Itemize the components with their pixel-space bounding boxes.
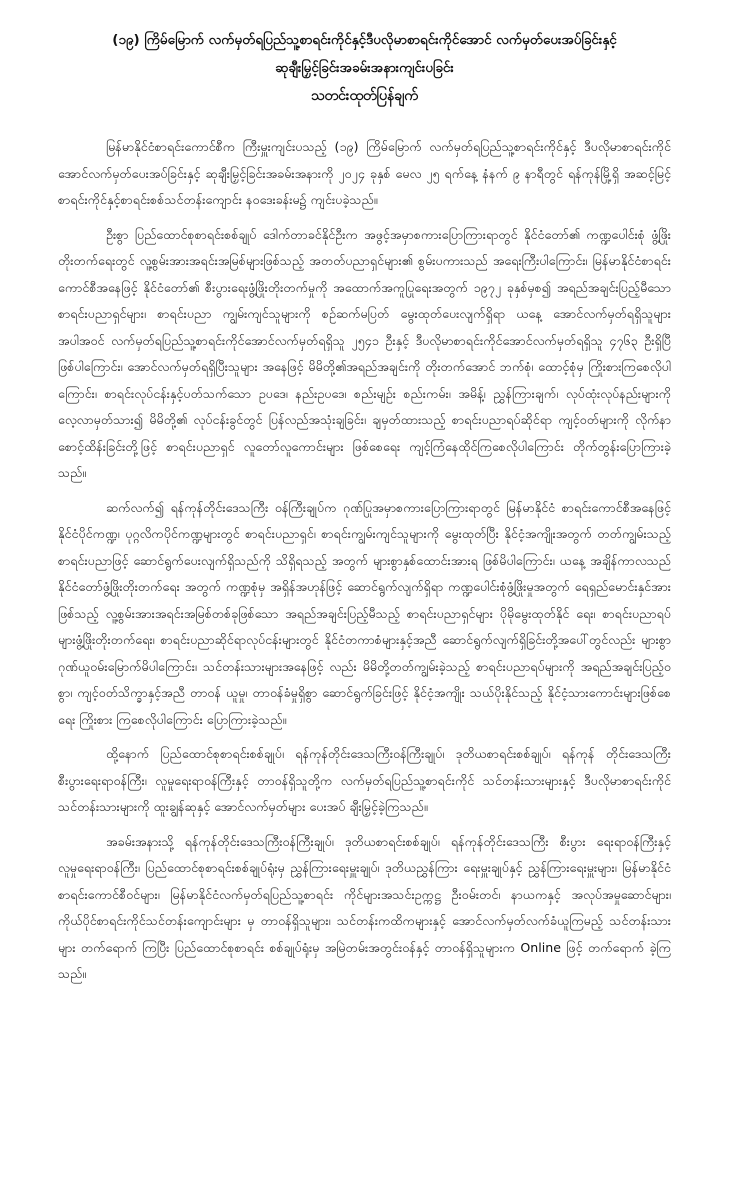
document-subtitle: ဆုချီးမြှင့်ခြင်းအခမ်းအနားကျင်းပခြင်း: [275, 60, 454, 76]
press-release-page: [58, 26, 671, 988]
paragraph-2: ဦးစွာ ပြည်ထောင်စုစာရင်းစစ်ချုပ် ဒေါက်တာခင်နိုင်ဦးက အဖွင့်အမှာစကားပြောကြားရာတွင် နိုင်ငံတော်၏ ကဏ္ဍပေါင်းစုံ ဖွံ့ဖြိုးတိုးတက်ရေးတွင် လူ့စွမ်းအားအရင်းအမြစ်များဖြစ်သည့် အတတ်ပညာရှင်များ၏ စွမ်းပကားသည် အရေးကြီးပါကြောင်း၊ မြန်မာနိုင်ငံစာရင်းကောင်စီအနေဖြင့် နိုင်ငံတော်၏ စီးပွားရေးဖွံ့ဖြိုးတိုးတက်မှုကို အထောက်အကူပြုရေးအတွက် ၁၉၇၂ ခုနှစ်မှစ၍ အရည်အချင်းပြည့်မီသော စာရင်းပညာရှင်များ၊ စာရင်းပညာ ကျွမ်းကျင်သူများကို စဉ်ဆက်မပြတ် မွေးထုတ်ပေးလျက်ရှိရာ ယနေ့ အောင်လက်မှတ်ရရှိသူများအပါအဝင် လက်မှတ်ရပြည်သူ့စာရင်းကိုင်အောင်လက်မှတ်ရရှိသူ ၂၅၄၁ ဦးနှင့် ဒီပလိုမာစာရင်းကိုင်အောင်လက်မှတ်ရရှိသူ ၄၇၆၃ ဦးရှိပြီ ဖြစ်ပါကြောင်း၊ အောင်လက်မှတ်ရရှိပြီးသူများ အနေဖြင့် မိမိတို့၏အရည်အချင်းကို တိုးတက်အောင် ဘက်စုံ၊ ထောင့်စုံမှ ကြိုးစားကြစေလိုပါကြောင်း၊ စာရင်းလုပ်ငန်းနှင့်ပတ်သက်သော ဥပဒေ၊ နည်းဥပဒေ၊ စည်းမျဉ်း စည်းကမ်း၊ အမိန့်၊ ညွှန်ကြားချက်၊ လုပ်ထုံးလုပ်နည်းများကို လေ့လာမှတ်သား၍ မိမိတို့၏ လုပ်ငန်းခွင်တွင် ပြန်လည်အသုံးချခြင်း၊ ချမှတ်ထားသည့် စာရင်းပညာရပ်ဆိုင်ရာ ကျင့်ဝတ်များကို လိုက်နာစောင့်ထိန်းခြင်းတို့ဖြင့် စာရင်းပညာရှင် လူတော်လူကောင်းများ ဖြစ်စေရေး ကျင့်ကြံနေထိုင်ကြစေလိုပါကြောင်း တိုက်တွန်းပြောကြားခဲ့သည်။: [58, 226, 671, 480]
paragraph-3: ဆက်လက်၍ ရန်ကုန်တိုင်းဒေသကြီး ဝန်ကြီးချုပ်က ဂုဏ်ပြုအမှာစကားပြောကြားရာတွင် မြန်မာနိုင်ငံ စာရင်းကောင်စီအနေဖြင့် နိုင်ငံပိုင်ကဏ္ဍ၊ ပုဂ္ဂလိကပိုင်ကဏ္ဍများတွင် စာရင်းပညာရှင်၊ စာရင်းကျွမ်းကျင်သူများကို မွေးထုတ်ပြီး နိုင်ငံ့အကျိုးအတွက် တတ်ကျွမ်းသည့် စာရင်းပညာဖြင့် ဆောင်ရွက်ပေးလျက်ရှိသည်ကို သိရှိရသည့် အတွက် များစွာနှစ်ထောင်းအားရ ဖြစ်မိပါကြောင်း၊ ယနေ့ အချိန်ကာလသည် နိုင်ငံတော်ဖွံ့ဖြိုးတိုးတက်ရေး အတွက် ကဏ္ဍစုံမှ အရှိန်အဟုန်ဖြင့် ဆောင်ရွက်လျက်ရှိရာ ကဏ္ဍပေါင်းစုံဖွံ့ဖြိုးမှုအတွက် ရေရှည်မောင်းနှင်အား ဖြစ်သည့် လူ့စွမ်းအားအရင်းအမြစ်တစ်ခုဖြစ်သော အရည်အချင်းပြည့်မီသည့် စာရင်းပညာရှင်များ ပိုမိုမွေးထုတ်နိုင် ရေး၊ စာရင်းပညာရပ်များဖွံ့ဖြိုးတိုးတက်ရေး၊ စာရင်းပညာဆိုင်ရာလုပ်ငန်းများတွင် နိုင်ငံတကာစံများနှင့်အညီ ဆောင်ရွက်လျက်ရှိခြင်းတို့အပေါ်တွင်လည်း များစွာ ဂုဏ်ယူဝမ်းမြောက်မိပါကြောင်း၊ သင်တန်းသားများအနေဖြင့် လည်း မိမိတို့တတ်ကျွမ်းခဲ့သည့် စာရင်းပညာရပ်များကို အရည်အချင်းပြည့်ဝစွာ၊ ကျင့်ဝတ်သိက္ခာနှင့်အညီ တာဝန် ယူမှု၊ တာဝန်ခံမှုရှိစွာ ဆောင်ရွက်ခြင်းဖြင့် နိုင်ငံ့အကျိုး သယ်ပိုးနိုင်သည့် နိုင်ငံ့သားကောင်းများဖြစ်စေရေး ကြိုးစား ကြစေလိုပါကြောင်း ပြောကြားခဲ့သည်။: [58, 499, 671, 727]
paragraph-1: မြန်မာနိုင်ငံစာရင်းကောင်စီက ကြီးမှူးကျင်းပသည့် (၁၉) ကြိမ်မြောက် လက်မှတ်ရပြည်သူ့စာရင်းကိုင်နှင့် ဒီပလိုမာစာရင်းကိုင် အောင်လက်မှတ်ပေးအပ်ခြင်းနှင့် ဆုချီးမြှင့်ခြင်းအခမ်းအနားကို ၂၀၂၄ ခုနှစ် မေလ ၂၅ ရက်နေ့ နံနက် ၉ နာရီတွင် ရန်ကုန်မြို့ရှိ အဆင့်မြင့်စာရင်းကိုင်နှင့်စာရင်းစစ်သင်တန်းကျောင်း နဝဒေးခန်းမ၌ ကျင်းပခဲ့သည်။: [58, 139, 671, 207]
paragraph-4: ထို့နောက် ပြည်ထောင်စုစာရင်းစစ်ချုပ်၊ ရန်ကုန်တိုင်းဒေသကြီးဝန်ကြီးချုပ်၊ ဒုတိယစာရင်းစစ်ချုပ်၊ ရန်ကုန် တိုင်းဒေသကြီး စီးပွားရေးရာဝန်ကြီး၊ လူမှုရေးရာဝန်ကြီးနှင့် တာဝန်ရှိသူတို့က လက်မှတ်ရပြည်သူ့စာရင်းကိုင် သင်တန်းသားများနှင့် ဒီပလိုမာစာရင်းကိုင် သင်တန်းသားများကို ထူးချွန်ဆုနှင့် အောင်လက်မှတ်များ ပေးအပ် ချီးမြှင့်ခဲ့ကြသည်။: [58, 746, 671, 814]
document-title: (၁၉) ကြိမ်မြောက် လက်မှတ်ရပြည်သူ့စာရင်းကိုင်နှင့်ဒီပလိုမာစာရင်းကိုင်အောင် လက်မှတ်ပေးအပ်ခြင်းနှင့်: [112, 32, 617, 48]
document-body: [58, 134, 671, 988]
document-header: [58, 26, 671, 110]
press-release-label: သတင်းထုတ်ပြန်ချက်: [310, 88, 419, 104]
paragraph-5: အခမ်းအနားသို့ ရန်ကုန်တိုင်းဒေသကြီးဝန်ကြီးချုပ်၊ ဒုတိယစာရင်းစစ်ချုပ်၊ ရန်ကုန်တိုင်းဒေသကြီး စီးပွား ရေးရာဝန်ကြီးနှင့် လူမှုရေးရာဝန်ကြီး၊ ပြည်ထောင်စုစာရင်းစစ်ချုပ်ရုံးမှ ညွှန်ကြားရေးမှူးချုပ်၊ ဒုတိယညွှန်ကြား ရေးမှူးချုပ်နှင့် ညွှန်ကြားရေးမှူးများ၊ မြန်မာနိုင်ငံစာရင်းကောင်စီဝင်များ၊ မြန်မာနိုင်ငံလက်မှတ်ရပြည်သူ့စာရင်း ကိုင်များအသင်းဥက္ကဋ္ဌ ဦးဝမ်းတင်၊ နာယကနှင့် အလုပ်အမှုဆောင်များ၊ ကိုယ်ပိုင်စာရင်းကိုင်သင်တန်းကျောင်းများ မှ တာဝန်ရှိသူများ၊ သင်တန်းကထိကများနှင့် အောင်လက်မှတ်လက်ခံယူကြမည့် သင်တန်းသားများ တက်ရောက် ကြပြီး ပြည်ထောင်စုစာရင်း စစ်ချုပ်ရုံးမှ အမြဲတမ်းအတွင်းဝန်နှင့် တာဝန်ရှိသူများက Online ဖြင့် တက်ရောက် ခဲ့ကြသည်။: [58, 833, 671, 981]
